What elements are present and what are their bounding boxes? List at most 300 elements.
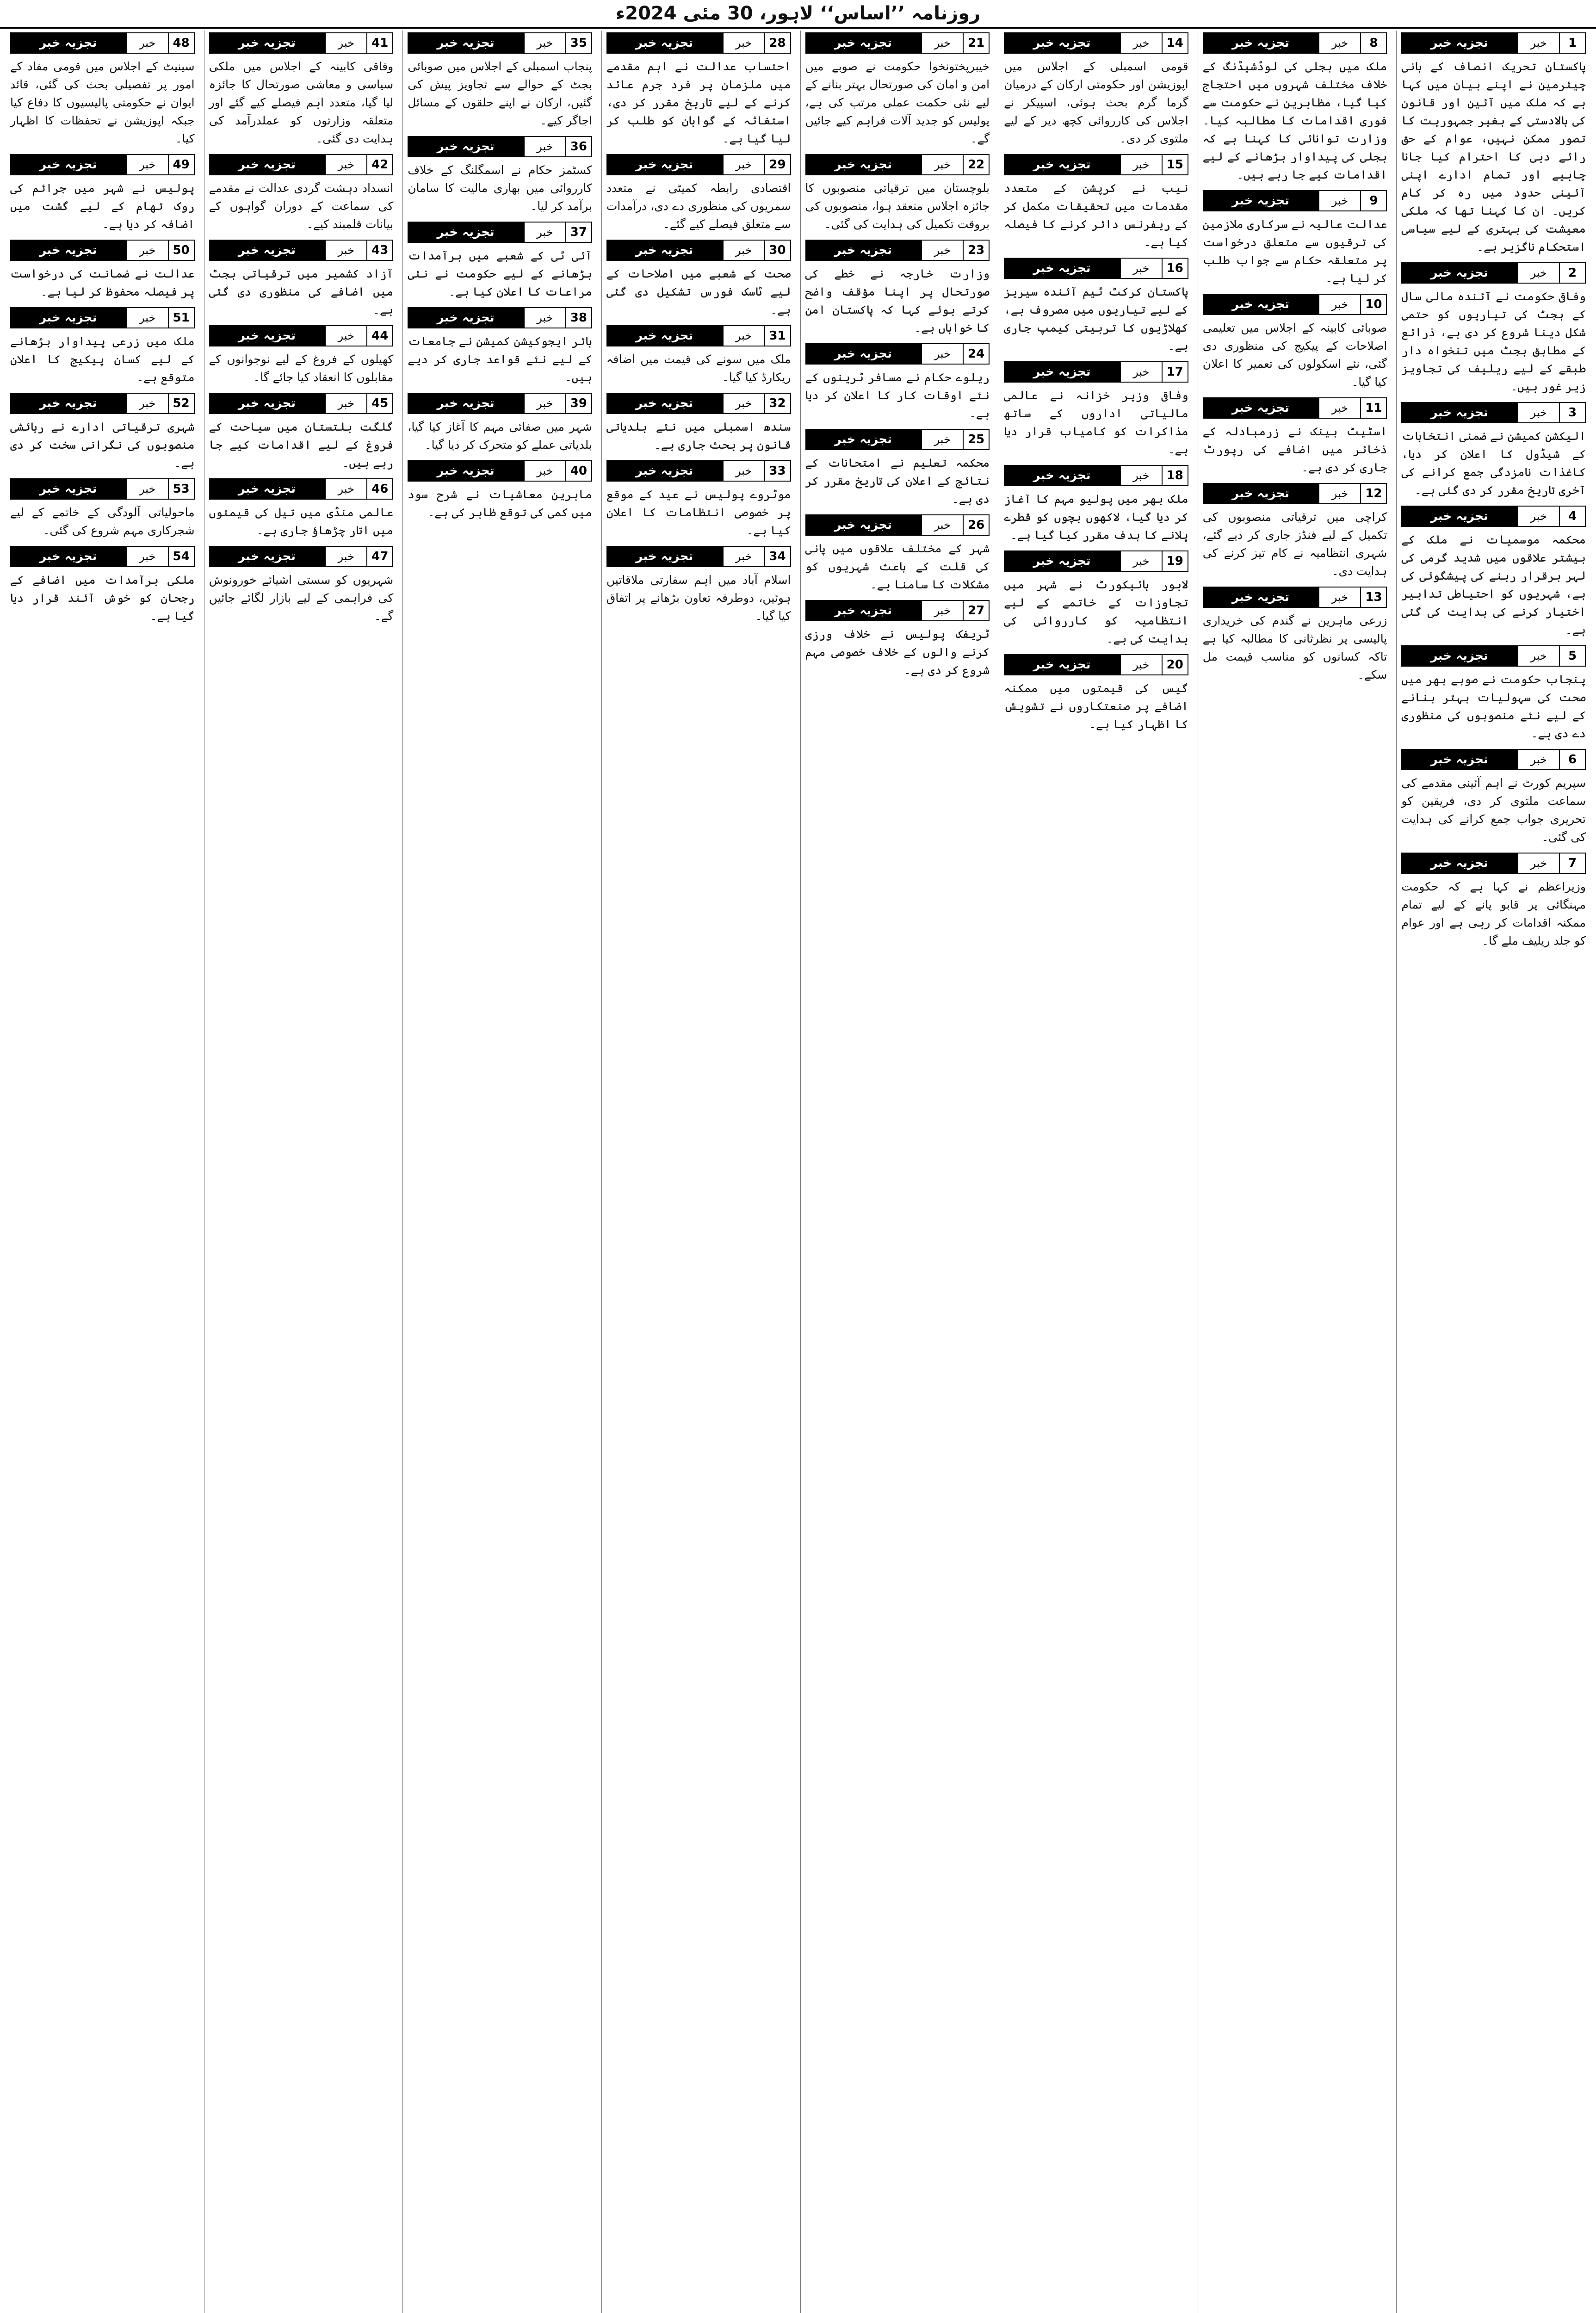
news-item-body: آزاد کشمیر میں ترقیاتی بجٹ میں اضافے کی منظوری دی گئی ہے۔ — [209, 267, 394, 316]
news-column — [601, 31, 796, 2313]
news-item-body: خیبرپختونخوا حکومت نے صوبے میں امن و امان کی صورتحال بہتر بنانے کے لیے نئی حکمت عملی مرتب کی ہے، پولیس کو جدید آلات فراہم کیے جائیں گے۔ — [805, 60, 990, 145]
item-number: 1 — [1559, 32, 1586, 54]
news-item-header — [209, 32, 394, 54]
news-item — [10, 307, 195, 386]
news-item-body: انسداد دہشت گردی عدالت نے مقدمے کی سماعت کے دوران گواہوں کے بیانات قلمبند کیے۔ — [209, 181, 394, 231]
item-number: 15 — [1162, 154, 1188, 175]
news-item — [1203, 397, 1387, 476]
news-item-header — [209, 478, 394, 500]
news-item — [805, 154, 990, 233]
item-label-brief: خبر — [325, 240, 366, 261]
item-label-briefs: تجزیہ خبر — [1004, 654, 1120, 675]
item-number: 50 — [168, 240, 195, 261]
news-item-body: نیب نے کرپشن کے متعدد مقدمات میں تحقیقات مکمل کر کے ریفرنس دائر کرنے کا فیصلہ کیا ہے۔ — [1004, 181, 1188, 249]
item-label-briefs: تجزیہ خبر — [209, 240, 325, 261]
item-label-briefs: تجزیہ خبر — [1004, 258, 1120, 279]
news-item — [1401, 262, 1586, 396]
news-item — [1203, 483, 1387, 580]
item-number: 32 — [764, 393, 791, 414]
item-number: 38 — [565, 307, 592, 328]
news-column — [1198, 31, 1392, 2313]
news-item-body: اقتصادی رابطہ کمیٹی نے متعدد سمریوں کی منظوری دے دی، درآمدات سے متعلق فیصلے کیے گئے۔ — [606, 181, 791, 231]
news-item-body: وزیراعظم نے کہا ہے کہ حکومت مہنگائی پر قابو پانے کے لیے تمام ممکنہ اقدامات کر رہی ہے اور عوام کو جلد ریلیف ملے گا۔ — [1401, 880, 1586, 947]
item-label-brief: خبر — [723, 240, 764, 261]
news-item — [10, 154, 195, 233]
item-label-brief: خبر — [524, 32, 565, 54]
news-item — [805, 514, 990, 594]
item-label-briefs: تجزیہ خبر — [209, 393, 325, 414]
item-number: 9 — [1360, 190, 1387, 211]
item-number: 39 — [565, 393, 592, 414]
item-label-briefs: تجزیہ خبر — [408, 136, 524, 157]
item-label-briefs: تجزیہ خبر — [1401, 749, 1517, 770]
news-item-header — [209, 393, 394, 414]
news-item-header — [408, 307, 592, 328]
item-number: 8 — [1360, 32, 1387, 54]
news-item-body: شہریوں کو سستی اشیائے خورونوش کی فراہمی کے لیے بازار لگائے جائیں گے۔ — [209, 573, 394, 623]
item-label-brief: خبر — [325, 325, 366, 346]
news-item-body: احتساب عدالت نے اہم مقدمے میں ملزمان پر فرد جرم عائد کرنے کے لیے تاریخ مقرر کر دی، استغاثہ کے گواہان کو طلب کر لیا گیا ہے۔ — [606, 60, 791, 145]
news-item — [805, 429, 990, 508]
item-label-briefs: تجزیہ خبر — [1004, 550, 1120, 572]
item-number: 46 — [366, 478, 393, 500]
item-label-brief: خبر — [723, 393, 764, 414]
item-label-brief: خبر — [921, 154, 963, 175]
news-item-body: شہری ترقیاتی ادارے نے رہائشی منصوبوں کی نگرانی سخت کر دی ہے۔ — [10, 420, 195, 470]
item-label-briefs: تجزیہ خبر — [606, 393, 723, 414]
item-number: 18 — [1162, 465, 1188, 486]
item-label-briefs: تجزیہ خبر — [1004, 361, 1120, 383]
item-label-briefs: تجزیہ خبر — [1203, 190, 1319, 211]
news-item — [1401, 32, 1586, 256]
item-label-brief: خبر — [1120, 258, 1162, 279]
item-label-briefs: تجزیہ خبر — [606, 154, 723, 175]
item-label-briefs: تجزیہ خبر — [1401, 402, 1517, 423]
item-number: 3 — [1559, 402, 1586, 423]
news-item-body: الیکشن کمیشن نے ضمنی انتخابات کے شیڈول کا اعلان کر دیا، کاغذات نامزدگی جمع کرانے کی آخری تاریخ مقرر کر دی گئی ہے۔ — [1401, 429, 1586, 497]
news-item-body: عدالت نے ضمانت کی درخواست پر فیصلہ محفوظ کر لیا ہے۔ — [10, 267, 195, 298]
news-item-header — [1004, 361, 1188, 383]
item-label-briefs: تجزیہ خبر — [805, 514, 922, 536]
news-item — [209, 546, 394, 625]
news-item-header — [606, 325, 791, 346]
news-item — [209, 154, 394, 233]
news-item — [1004, 465, 1188, 544]
news-item — [1004, 258, 1188, 355]
news-item-body: ملک میں سونے کی قیمت میں اضافہ ریکارڈ کیا گیا۔ — [606, 353, 791, 384]
news-item-body: سندھ اسمبلی میں نئے بلدیاتی قانون پر بحث جاری ہے۔ — [606, 420, 791, 451]
news-item-header — [1004, 550, 1188, 572]
item-label-brief: خبر — [1517, 402, 1559, 423]
news-item — [805, 240, 990, 337]
news-item-body: کراچی میں ترقیاتی منصوبوں کی تکمیل کے لیے فنڈز جاری کر دیے گئے، شہری انتظامیہ نے کام تیز کرنے کی ہدایت دی۔ — [1202, 510, 1387, 578]
news-item — [606, 393, 791, 454]
item-label-briefs: تجزیہ خبر — [805, 429, 922, 450]
item-label-briefs: تجزیہ خبر — [1203, 587, 1319, 608]
item-label-brief: خبر — [1120, 154, 1162, 175]
item-number: 16 — [1162, 258, 1188, 279]
news-item-header — [1004, 258, 1188, 279]
news-item-header — [10, 32, 195, 54]
news-item — [1203, 587, 1387, 684]
news-column — [6, 31, 199, 2313]
news-item-header — [1004, 465, 1188, 486]
news-item-body: ملکی برآمدات میں اضافے کے رجحان کو خوش آئند قرار دیا گیا ہے۔ — [10, 573, 195, 623]
item-label-briefs: تجزیہ خبر — [606, 460, 723, 482]
item-label-briefs: تجزیہ خبر — [606, 325, 723, 346]
item-number: 7 — [1559, 853, 1586, 874]
news-item-body: بلوچستان میں ترقیاتی منصوبوں کا جائزہ اجلاس منعقد ہوا، منصوبوں کی بروقت تکمیل کی ہدایت کی گئی۔ — [805, 181, 990, 231]
news-item-header — [10, 478, 195, 500]
news-item-header — [606, 240, 791, 261]
item-label-brief: خبر — [325, 154, 366, 175]
news-item-header — [606, 32, 791, 54]
item-label-briefs: تجزیہ خبر — [10, 32, 126, 54]
news-item-header — [10, 307, 195, 328]
news-item-header — [1203, 587, 1387, 608]
item-label-briefs: تجزیہ خبر — [408, 460, 524, 482]
news-item-body: وزارت خارجہ نے خطے کی صورتحال پر اپنا مؤقف واضح کرتے ہوئے کہا کہ پاکستان امن کا خواہاں ہے۔ — [805, 267, 990, 334]
item-number: 12 — [1360, 483, 1387, 504]
news-item-body: موٹروے پولیس نے عید کے موقع پر خصوصی انتظامات کا اعلان کیا ہے۔ — [606, 488, 791, 537]
news-item — [1004, 550, 1188, 648]
item-number: 30 — [764, 240, 791, 261]
item-label-brief: خبر — [1318, 32, 1360, 54]
item-number: 21 — [963, 32, 990, 54]
news-item — [408, 460, 592, 521]
item-label-brief: خبر — [1318, 483, 1360, 504]
news-item — [10, 240, 195, 301]
item-number: 26 — [963, 514, 990, 536]
news-item-body: اسلام آباد میں اہم سفارتی ملاقاتیں ہوئیں، دوطرفہ تعاون بڑھانے پر اتفاق کیا گیا۔ — [606, 573, 791, 623]
item-label-brief: خبر — [524, 136, 565, 157]
news-item-body: کھیلوں کے فروغ کے لیے نوجوانوں کے مقابلوں کا انعقاد کیا جائے گا۔ — [209, 353, 394, 384]
item-number: 40 — [565, 460, 592, 482]
news-item — [1401, 645, 1586, 742]
news-item — [1004, 361, 1188, 458]
news-item-body: عدالت عالیہ نے سرکاری ملازمین کی ترقیوں سے متعلق درخواست پر متعلقہ حکام سے جواب طلب کر لیا ہے۔ — [1202, 217, 1387, 285]
news-item-body: ملک بھر میں پولیو مہم کا آغاز کر دیا گیا، لاکھوں بچوں کو قطرے پلانے کا ہدف مقرر کیا گیا ہے۔ — [1004, 492, 1188, 542]
news-item-header — [606, 546, 791, 567]
news-item-header — [1203, 190, 1387, 211]
item-label-brief: خبر — [1120, 550, 1162, 572]
item-label-briefs: تجزیہ خبر — [1004, 154, 1120, 175]
item-label-brief: خبر — [1120, 465, 1162, 486]
item-number: 2 — [1559, 262, 1586, 284]
news-item-body: کسٹمز حکام نے اسمگلنگ کے خلاف کارروائی میں بھاری مالیت کا سامان برآمد کر لیا۔ — [408, 163, 592, 213]
news-item — [805, 600, 990, 679]
item-label-brief: خبر — [723, 154, 764, 175]
news-item-header — [606, 393, 791, 414]
item-label-briefs: تجزیہ خبر — [1401, 32, 1517, 54]
item-label-briefs: تجزیہ خبر — [1401, 853, 1517, 874]
news-item-body: محکمہ موسمیات نے ملک کے بیشتر علاقوں میں شدید گرمی کی لہر برقرار رہنے کی پیشگوئی کی ہے، شہریوں کو احتیاطی تدابیر اختیار کرنے کی ہدایت کی گئی ہے۔ — [1401, 533, 1586, 637]
item-number: 22 — [963, 154, 990, 175]
news-item-header — [1401, 749, 1586, 770]
item-label-brief: خبر — [921, 240, 963, 261]
item-label-brief: خبر — [1120, 32, 1162, 54]
news-item-body: ماحولیاتی آلودگی کے خاتمے کے لیے شجرکاری مہم شروع کی گئی۔ — [10, 506, 195, 537]
news-item-body: شہر میں صفائی مہم کا آغاز کیا گیا، بلدیاتی عملے کو متحرک کر دیا گیا۔ — [408, 420, 592, 451]
news-column — [204, 31, 398, 2313]
item-label-briefs: تجزیہ خبر — [1203, 397, 1319, 419]
news-item-body: پنجاب حکومت نے صوبے بھر میں صحت کی سہولیات بہتر بنانے کے لیے نئے منصوبوں کی منظوری دے دی ہے۔ — [1401, 673, 1586, 740]
news-column — [1396, 31, 1590, 2313]
news-item-header — [408, 32, 592, 54]
item-number: 11 — [1360, 397, 1387, 419]
news-item — [209, 32, 394, 148]
item-label-brief: خبر — [723, 32, 764, 54]
news-item — [606, 546, 791, 625]
item-label-brief: خبر — [921, 32, 963, 54]
item-label-brief: خبر — [1517, 262, 1559, 284]
news-item — [408, 393, 592, 454]
news-item — [805, 32, 990, 148]
item-label-briefs: تجزیہ خبر — [1401, 262, 1517, 284]
news-item — [606, 460, 791, 539]
news-item — [408, 222, 592, 301]
item-number: 31 — [764, 325, 791, 346]
news-item — [408, 307, 592, 386]
item-label-briefs: تجزیہ خبر — [408, 32, 524, 54]
item-number: 48 — [168, 32, 195, 54]
news-item-header — [1203, 32, 1387, 54]
news-item-body: ٹریفک پولیس نے خلاف ورزی کرنے والوں کے خلاف خصوصی مہم شروع کر دی ہے۔ — [805, 627, 990, 677]
item-label-briefs: تجزیہ خبر — [1004, 465, 1120, 486]
item-number: 54 — [168, 546, 195, 567]
item-label-briefs: تجزیہ خبر — [408, 222, 524, 243]
news-item-header — [1203, 483, 1387, 504]
news-item — [209, 240, 394, 319]
item-number: 10 — [1360, 294, 1387, 315]
news-item-header — [805, 600, 990, 621]
news-item-header — [606, 460, 791, 482]
item-label-briefs: تجزیہ خبر — [209, 32, 325, 54]
item-label-briefs: تجزیہ خبر — [805, 600, 922, 621]
news-item-header — [805, 240, 990, 261]
news-item-body: اسٹیٹ بینک نے زرمبادلہ کے ذخائر میں اضافے کی رپورٹ جاری کر دی ہے۔ — [1202, 425, 1387, 474]
news-item-body: عالمی منڈی میں تیل کی قیمتوں میں اتار چڑھاؤ جاری ہے۔ — [209, 506, 394, 537]
item-label-brief: خبر — [921, 343, 963, 365]
news-item-header — [408, 393, 592, 414]
item-number: 24 — [963, 343, 990, 365]
item-label-briefs: تجزیہ خبر — [805, 154, 922, 175]
news-item — [10, 393, 195, 472]
news-item-body: پاکستان تحریک انصاف کے بانی چیئرمین نے اپنے بیان میں کہا ہے کہ ملک میں آئین اور قانون کی بالادستی کے بغیر جمہوریت کا تصور ممکن نہیں، عوام کے حق رائے دہی کا احترام کیا جانا چاہیے اور تمام ادارے اپنی آئینی حدود میں رہ کر کام کریں۔ ان کا کہنا تھا کہ ملکی معیشت کی بہتری کے لیے سیاسی استحکام ناگزیر ہے۔ — [1401, 60, 1586, 254]
news-item — [1004, 32, 1188, 148]
item-label-briefs: تجزیہ خبر — [1401, 506, 1517, 527]
item-label-briefs: تجزیہ خبر — [805, 240, 922, 261]
item-label-briefs: تجزیہ خبر — [1203, 294, 1319, 315]
news-item-header — [10, 154, 195, 175]
item-label-brief: خبر — [921, 514, 963, 536]
item-number: 45 — [366, 393, 393, 414]
item-number: 25 — [963, 429, 990, 450]
item-label-briefs: تجزیہ خبر — [1203, 32, 1319, 54]
item-label-brief: خبر — [1517, 749, 1559, 770]
item-label-brief: خبر — [524, 460, 565, 482]
item-label-brief: خبر — [1120, 654, 1162, 675]
item-label-briefs: تجزیہ خبر — [1401, 645, 1517, 667]
item-label-brief: خبر — [126, 154, 168, 175]
item-number: 20 — [1162, 654, 1188, 675]
item-label-briefs: تجزیہ خبر — [1004, 32, 1120, 54]
news-item — [10, 32, 195, 148]
item-number: 17 — [1162, 361, 1188, 383]
item-label-briefs: تجزیہ خبر — [408, 393, 524, 414]
item-label-brief: خبر — [723, 546, 764, 567]
news-column — [800, 31, 995, 2313]
news-item — [408, 32, 592, 130]
news-item-body: صوبائی کابینہ کے اجلاس میں تعلیمی اصلاحات کے پیکیج کی منظوری دی گئی، نئے اسکولوں کی تعمیر کا اعلان کیا گیا۔ — [1202, 321, 1387, 389]
item-label-brief: خبر — [325, 546, 366, 567]
item-number: 6 — [1559, 749, 1586, 770]
item-label-brief: خبر — [524, 307, 565, 328]
item-number: 44 — [366, 325, 393, 346]
news-item-header — [1004, 32, 1188, 54]
news-item-header — [10, 546, 195, 567]
item-number: 42 — [366, 154, 393, 175]
news-item-header — [1203, 294, 1387, 315]
news-item-header — [805, 32, 990, 54]
news-item-body: آئی ٹی کے شعبے میں برآمدات بڑھانے کے لیے حکومت نے نئی مراعات کا اعلان کیا ہے۔ — [408, 249, 592, 298]
item-label-briefs: تجزیہ خبر — [209, 325, 325, 346]
news-item-header — [606, 154, 791, 175]
news-item — [606, 32, 791, 148]
item-label-brief: خبر — [1120, 361, 1162, 383]
news-item — [1401, 506, 1586, 639]
item-label-brief: خبر — [1517, 32, 1559, 54]
item-label-briefs: تجزیہ خبر — [10, 307, 126, 328]
news-item-body: وفاقی کابینہ کے اجلاس میں ملکی سیاسی و معاشی صورتحال کا جائزہ لیا گیا، متعدد اہم فیصلے کیے گئے اور متعلقہ وزارتوں کو عملدرآمد کی ہدایت دی گئی۔ — [209, 60, 394, 145]
item-label-brief: خبر — [325, 393, 366, 414]
item-label-brief: خبر — [126, 478, 168, 500]
news-item-body: گیس کی قیمتوں میں ممکنہ اضافے پر صنعتکاروں نے تشویش کا اظہار کیا ہے۔ — [1004, 681, 1188, 731]
item-label-briefs: تجزیہ خبر — [10, 546, 126, 567]
news-item-header — [1401, 32, 1586, 54]
item-label-brief: خبر — [126, 32, 168, 54]
news-item-body: صحت کے شعبے میں اصلاحات کے لیے ٹاسک فورس تشکیل دی گئی ہے۔ — [606, 267, 791, 316]
news-item-body: سپریم کورٹ نے اہم آئینی مقدمے کی سماعت ملتوی کر دی، فریقین کو تحریری جواب جمع کرانے کی ہدایت کی گئی۔ — [1401, 776, 1586, 844]
news-item-body: زرعی ماہرین نے گندم کی خریداری پالیسی پر نظرثانی کا مطالبہ کیا ہے تاکہ کسانوں کو مناسب قیمت مل سکے۔ — [1202, 614, 1387, 681]
item-label-brief: خبر — [524, 393, 565, 414]
news-item-body: ملک میں زرعی پیداوار بڑھانے کے لیے کسان پیکیج کا اعلان متوقع ہے۔ — [10, 334, 195, 384]
item-label-brief: خبر — [126, 393, 168, 414]
news-item — [209, 325, 394, 386]
news-item-header — [805, 429, 990, 450]
item-label-briefs: تجزیہ خبر — [10, 393, 126, 414]
item-number: 5 — [1559, 645, 1586, 667]
item-number: 13 — [1360, 587, 1387, 608]
news-item-header — [805, 154, 990, 175]
item-label-brief: خبر — [524, 222, 565, 243]
item-label-brief: خبر — [1517, 645, 1559, 667]
item-number: 34 — [764, 546, 791, 567]
news-item-body: ملک میں بجلی کی لوڈشیڈنگ کے خلاف مختلف شہروں میں احتجاج کیا گیا، مظاہرین نے حکومت سے فوری اقدامات کا مطالبہ کیا۔ وزارت توانائی کا کہنا ہے کہ بجلی کی پیداوار بڑھانے کے لیے اقدامات کیے جا رہے ہیں۔ — [1202, 60, 1387, 181]
item-label-brief: خبر — [921, 600, 963, 621]
item-number: 14 — [1162, 32, 1188, 54]
item-label-brief: خبر — [1318, 397, 1360, 419]
item-number: 43 — [366, 240, 393, 261]
news-item — [209, 478, 394, 539]
item-label-brief: خبر — [126, 546, 168, 567]
item-number: 28 — [764, 32, 791, 54]
item-label-briefs: تجزیہ خبر — [10, 240, 126, 261]
item-label-briefs: تجزیہ خبر — [209, 154, 325, 175]
item-number: 27 — [963, 600, 990, 621]
item-number: 52 — [168, 393, 195, 414]
news-item-body: گلگت بلتستان میں سیاحت کے فروغ کے لیے اقدامات کیے جا رہے ہیں۔ — [209, 420, 394, 470]
news-item — [606, 154, 791, 233]
news-column — [999, 31, 1193, 2313]
news-item-header — [805, 343, 990, 365]
news-item — [1203, 190, 1387, 287]
item-number: 37 — [565, 222, 592, 243]
item-number: 4 — [1559, 506, 1586, 527]
news-item-header — [408, 460, 592, 482]
news-item-header — [1401, 506, 1586, 527]
item-label-brief: خبر — [325, 478, 366, 500]
item-label-brief: خبر — [1517, 506, 1559, 527]
item-label-briefs: تجزیہ خبر — [209, 478, 325, 500]
item-label-briefs: تجزیہ خبر — [10, 478, 126, 500]
news-item-header — [1401, 645, 1586, 667]
news-item-header — [209, 325, 394, 346]
news-item-header — [1401, 853, 1586, 874]
news-item-body: وفاقی حکومت نے آئندہ مالی سال کے بجٹ کی تیاریوں کو حتمی شکل دینا شروع کر دی ہے، ذرائع کے مطابق بجٹ میں تنخواہ دار طبقے کے لیے ریلیف کی تجاویز زیر غور ہیں۔ — [1401, 290, 1586, 393]
news-item-header — [408, 136, 592, 157]
item-label-brief: خبر — [1318, 587, 1360, 608]
item-number: 33 — [764, 460, 791, 482]
news-item-header — [10, 240, 195, 261]
item-label-brief: خبر — [126, 240, 168, 261]
masthead: روزنامہ ’’اساس‘‘ لاہور، 30 مئی 2024ء — [0, 0, 1596, 29]
item-label-brief: خبر — [1318, 190, 1360, 211]
item-label-briefs: تجزیہ خبر — [1203, 483, 1319, 504]
item-label-briefs: تجزیہ خبر — [10, 154, 126, 175]
news-item — [1203, 32, 1387, 184]
news-item-body: ہائر ایجوکیشن کمیشن نے جامعات کے لیے نئے قواعد جاری کر دیے ہیں۔ — [408, 334, 592, 384]
item-label-brief: خبر — [921, 429, 963, 450]
news-item-header — [209, 154, 394, 175]
news-item-header — [1004, 154, 1188, 175]
news-item-header — [10, 393, 195, 414]
news-column — [402, 31, 597, 2313]
item-number: 19 — [1162, 550, 1188, 572]
news-item-header — [1203, 397, 1387, 419]
item-label-brief: خبر — [325, 32, 366, 54]
item-number: 36 — [565, 136, 592, 157]
item-label-brief: خبر — [1517, 853, 1559, 874]
item-number: 47 — [366, 546, 393, 567]
news-item — [606, 325, 791, 386]
news-item-body: ریلوے حکام نے مسافر ٹرینوں کے نئے اوقات کار کا اعلان کر دیا ہے۔ — [805, 371, 990, 420]
item-number: 49 — [168, 154, 195, 175]
item-number: 53 — [168, 478, 195, 500]
news-item — [606, 240, 791, 319]
news-item-header — [1004, 654, 1188, 675]
item-label-briefs: تجزیہ خبر — [209, 546, 325, 567]
news-item — [1004, 654, 1188, 733]
news-item-header — [805, 514, 990, 536]
item-label-brief: خبر — [126, 307, 168, 328]
item-number: 29 — [764, 154, 791, 175]
news-item-body: پنجاب اسمبلی کے اجلاس میں صوبائی بجٹ کے حوالے سے تجاویز پیش کی گئیں، ارکان نے اپنے حلقوں کے مسائل اجاگر کیے۔ — [408, 60, 592, 127]
item-number: 51 — [168, 307, 195, 328]
columns-grid — [6, 31, 1590, 2313]
news-item-body: شہر کے مختلف علاقوں میں پانی کی قلت کے باعث شہریوں کو مشکلات کا سامنا ہے۔ — [805, 542, 990, 591]
news-item — [10, 546, 195, 625]
